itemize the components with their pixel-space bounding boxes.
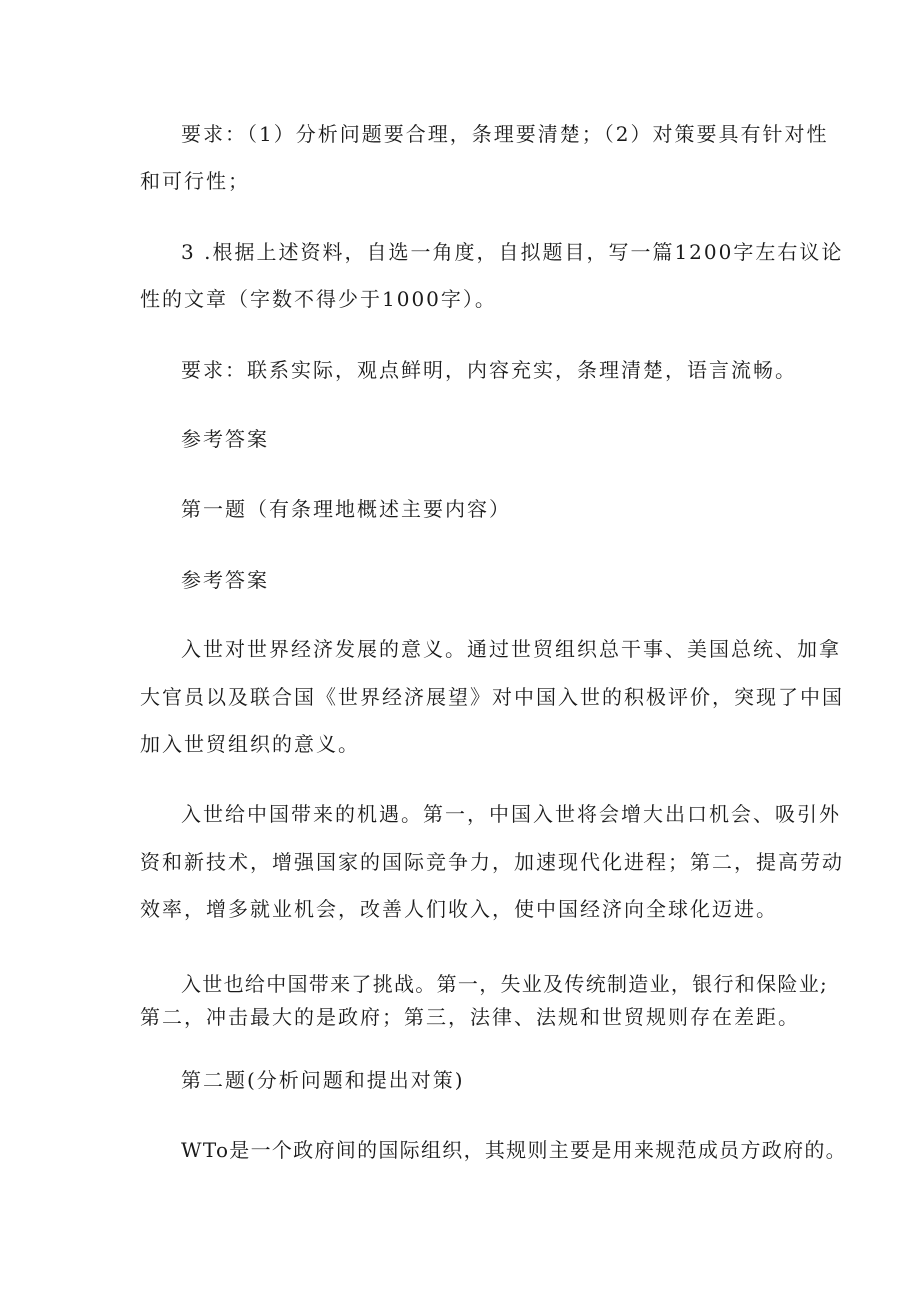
question-3-line-1: 3 .根据上述资料，自选一角度，自拟题目，写一篇1200字左右议论 [181,240,844,264]
paragraph-2-line-3: 效率，增多就业机会，改善人们收入，使中国经济向全球化迈进。 [140,897,778,921]
requirement-line-1: 要求：（1）分析问题要合理，条理要清楚；（2）对策要具有针对性 [181,122,829,146]
requirement-line-2: 和可行性； [140,169,250,193]
paragraph-3-line-2: 第二，冲击最大的是政府；第三，法律、法规和世贸规则存在差距。 [140,1005,800,1029]
paragraph-1-line-2: 大官员以及联合国《世界经济展望》对中国入世的积极评价，突现了中国 [140,685,844,709]
paragraph-1-line-3: 加入世贸组织的意义。 [140,732,360,756]
question-2-heading: 第二题(分析问题和提出对策) [181,1068,465,1092]
paragraph-2-line-2: 资和新技术，增强国家的国际竞争力，加速现代化进程；第二，提高劳动 [140,850,844,874]
question-3-line-2: 性的文章（字数不得少于1000字）。 [140,287,497,311]
paragraph-1-line-1: 入世对世界经济发展的意义。通过世贸组织总干事、美国总统、加拿 [181,637,841,661]
paragraph-2-line-1: 入世给中国带来的机遇。第一，中国入世将会增大出口机会、吸引外 [181,802,841,826]
reference-answer-subheading: 参考答案 [181,568,269,592]
requirement-3-line: 要求：联系实际，观点鲜明，内容充实，条理清楚，语言流畅。 [181,358,797,382]
paragraph-3-line-1: 入世也给中国带来了挑战。第一，失业及传统制造业，银行和保险业; [181,972,829,996]
reference-answer-heading: 参考答案 [181,427,269,451]
question-1-heading: 第一题（有条理地概述主要内容） [181,497,511,521]
paragraph-4-line-1: WTo是一个政府间的国际组织，其规则主要是用来规范成员方政府的。 [181,1138,847,1162]
